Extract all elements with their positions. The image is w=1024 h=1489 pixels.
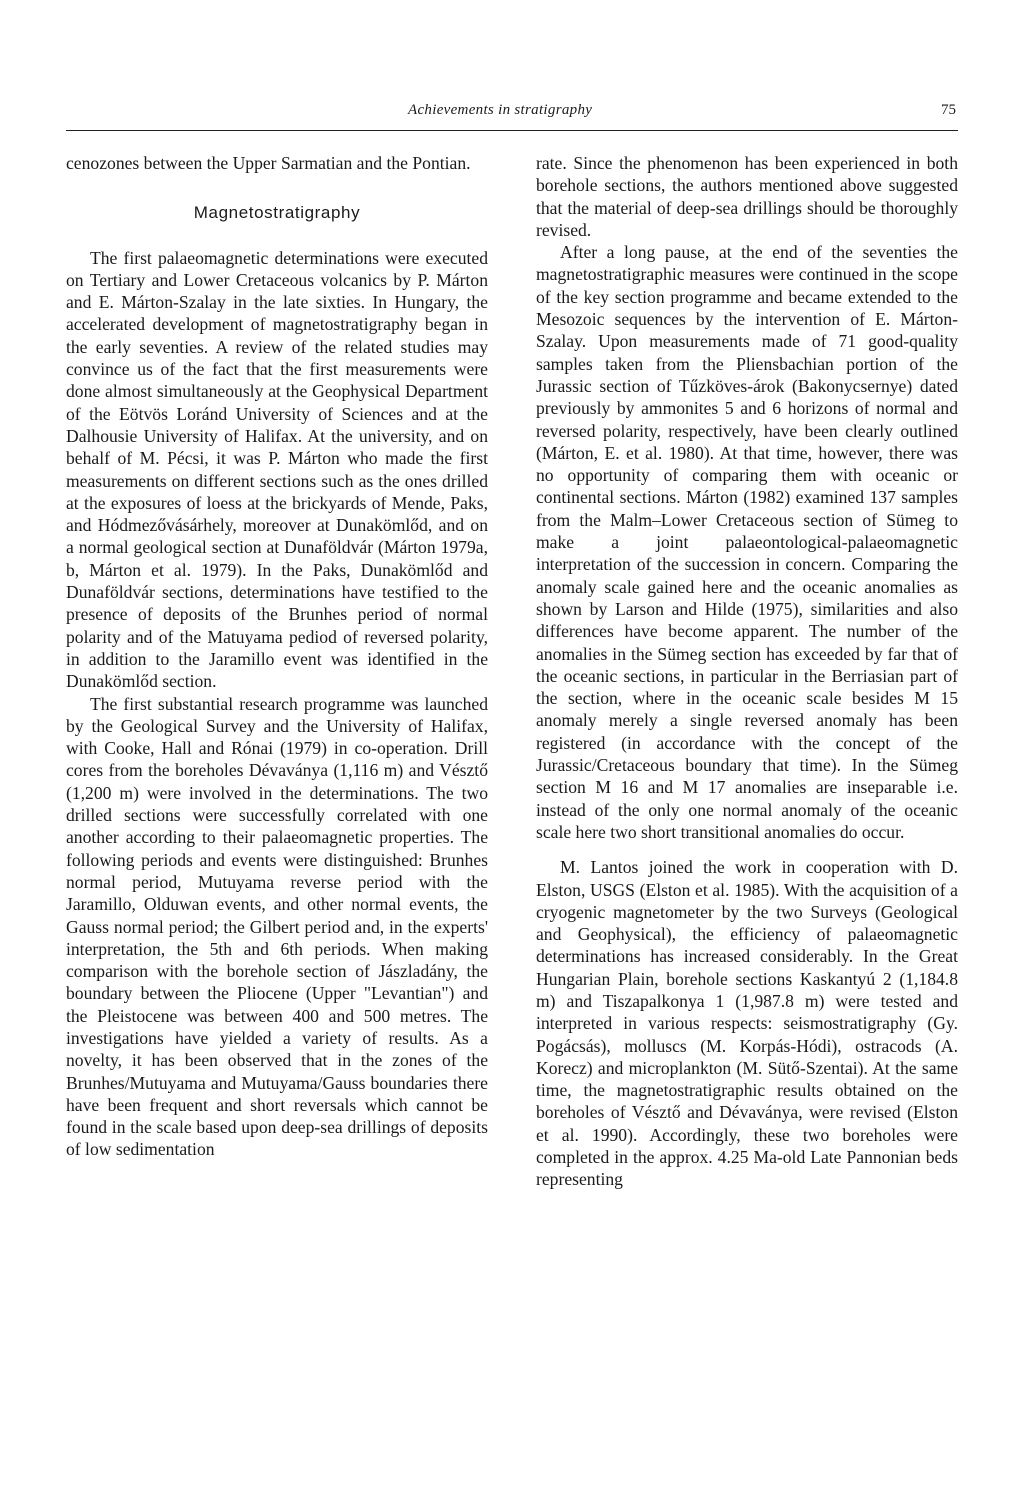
running-head <box>66 102 958 128</box>
paragraph: The first substantial research programme was launched by the Geological Survey and the University of Halifax, with Cooke, Hall and Rónai (1979) in co-operation. Drill cores from the boreholes Dévaványa (1,116 m) and Vésztő (1,200 m) were involved in the determinations. The two drilled sections were successfully correlated with one another according to their palaeomagnetic properties. The following periods and events were distinguished: Brunhes normal period, Mutuyama reverse period with the Jaramillo, Olduwan events, and other normal events, the Gauss normal period; the Gilbert period and, in the experts' interpretation, the 5th and 6th periods. When making comparison with the borehole section of Jászladány, the boundary between the Pliocene (Upper "Levantian") and the Pleistocene was between 400 and 500 metres. The investigations have yielded a variety of results. As a novelty, it has been observed that in the zones of the Brunhes/Mutuyama and Mutuyama/Gauss boundaries there have been frequent and short reversals which cannot be found in the scale based upon deep-sea drillings of deposits of low sedimentation <box>66 693 488 1160</box>
left-column <box>66 152 488 1161</box>
paragraph: rate. Since the phenomenon has been experienced in both borehole sections, the authors mentioned above suggested that the material of deep-sea drillings should be thoroughly revised. <box>536 153 958 240</box>
paragraph: After a long pause, at the end of the seventies the magnetostratigraphic measures were continued in the scope of the key section programme and became extended to the Mesozoic sequences by the intervention of E. Márton-Szalay. Upon measurements made of 71 good-quality samples taken from the Pliensbachian portion of the Jurassic section of Tűzköves-árok (Bakonycsernye) dated previously by ammonites 5 and 6 horizons of normal and reversed polarity, respectively, have been clearly outlined (Márton, E. et al. 1980). At that time, however, there was no opportunity of comparing them with oceanic or continental sections. Márton (1982) examined 137 samples from the Malm–Lower Cretaceous section of Sümeg to make a joint palaeontological-palaeomagnetic interpretation of the succession in concern. Comparing the anomaly scale gained here and the oceanic anomalies as shown by Larson and Hilde (1975), similarities and also differences have become apparent. The number of the anomalies in the Sümeg section has exceeded by far that of the oceanic sections, in particular in the Berriasian part of the section, where in the oceanic scale besides M 15 anomaly merely a single reversed anomaly has been registered (in accordance with the concept of the Jurassic/Cretaceous boundary that time). In the Sümeg section M 16 and M 17 anomalies are inseparable i.e. instead of the only one normal anomaly of the oceanic scale here two short transitional anomalies do occur. <box>536 242 958 842</box>
paragraph-intro: cenozones between the Upper Sarmatian and the Pontian. <box>66 153 471 173</box>
header-rule <box>66 130 958 131</box>
paragraph: M. Lantos joined the work in cooperation with D. Elston, USGS (Elston et al. 1985). With the acquisition of a cryogenic magnetometer by the two Surveys (Geological and Geophysical), the efficiency of palaeomagnetic determinations has increased considerably. In the Great Hungarian Plain, borehole sections Kaskantyú 2 (1,184.8 m) and Tiszapalkonya 1 (1,987.8 m) were tested and interpreted in various respects: seismostratigraphy (Gy. Pogácsás), molluscs (M. Korpás-Hódi), ostracods (A. Korecz) and microplankton (M. Sütő-Szentai). At the same time, the magnetostratigraphic results obtained on the boreholes of Vésztő and Dévaványa, were revised (Elston et al. 1990). Accordingly, these two boreholes were completed in the approx. 4.25 Ma-old Late Pannonian beds representing <box>536 857 958 1190</box>
paragraph: The first palaeomagnetic determinations were executed on Tertiary and Lower Cretaceous volcanics by P. Márton and E. Márton-Szalay in the late sixties. In Hungary, the accelerated development of magnetostratigraphy began in the early seventies. A review of the related studies may convince us of the fact that the first measurements were done almost simultaneously at the Geophysical Department of the Eötvös Loránd University of Sciences and at the Dalhousie University of Halifax. At the university, and on behalf of M. Pécsi, it was P. Márton who made the first measurements on different sections such as the ones drilled at the exposures of loess at the brickyards of Mende, Paks, and Hódmezővásárhely, moreover at Dunakömlőd, and on a normal geological section at Dunaföldvár (Márton 1979a, b, Márton et al. 1979). In the Paks, Dunakömlőd and Dunaföldvár sections, determinations have testified to the presence of deposits of the Brunhes period of normal polarity and of the Matuyama pediod of reversed polarity, in addition to the Jaramillo event was identified in the Dunakömlőd section. <box>66 247 488 692</box>
section-title: Magnetostratigraphy <box>193 203 361 223</box>
running-title: Achievements in stratigraphy <box>408 102 593 118</box>
page-number: 75 <box>941 102 956 118</box>
right-column <box>536 152 958 1191</box>
